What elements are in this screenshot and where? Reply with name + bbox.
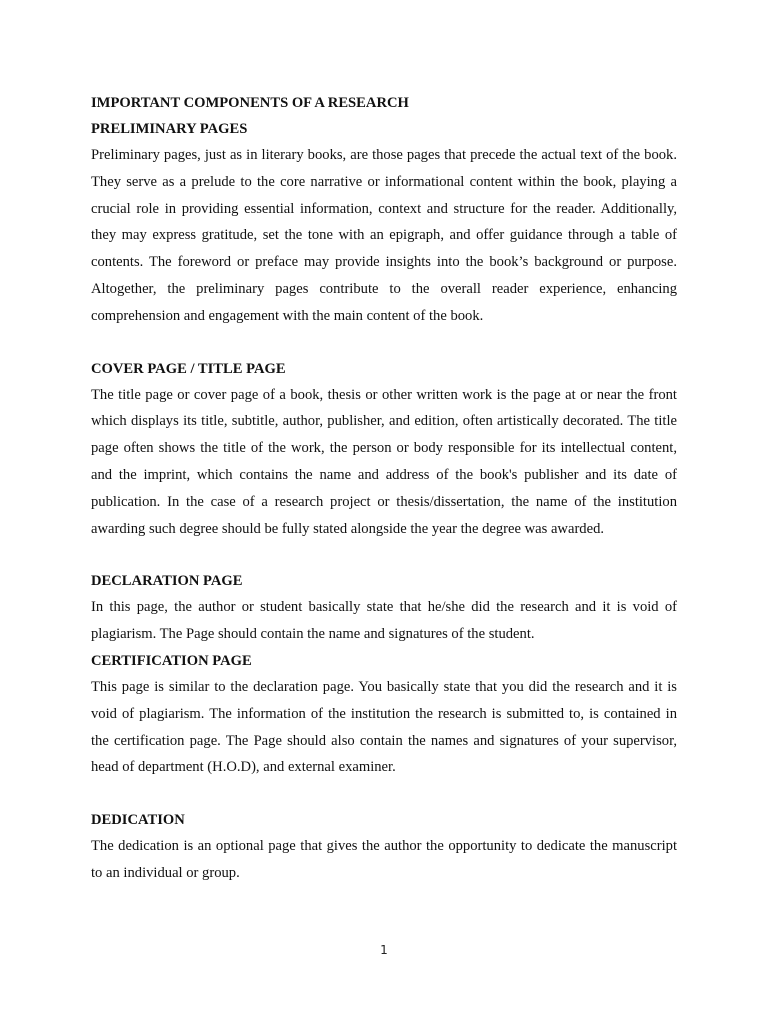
section-body-declaration-page: In this page, the author or student basically state that he/she did the research and it is void of plagiarism. The Page should contain the name and signatures of the student. [91, 599, 677, 643]
section-heading-certification-page: CERTIFICATION PAGE [91, 652, 252, 669]
paragraph-spacer [91, 330, 677, 356]
section-body-cover-page: The title page or cover page of a book, thesis or other written work is the page at or near the front which displays its title, subtitle, author, publisher, and edition, often artistically decorated. The title page often shows the title of the work, the person or body responsible for its intellectual content, and the imprint, which contains the name and address of the book's publisher and its date of publication. In the case of a research project or thesis/dissertation, the name of the institution awarding such degree should be fully stated alongside the year the degree was awarded. [91, 386, 677, 537]
section-heading-cover-page: COVER PAGE / TITLE PAGE [91, 360, 286, 377]
paragraph-spacer [91, 542, 677, 568]
section-body-dedication: The dedication is an optional page that gives the author the opportunity to dedicate the manuscript to an individual or group. [91, 838, 677, 881]
document-content [91, 90, 677, 887]
section-body-certification-page: This page is similar to the declaration page. You basically state that you did the research and it is void of plagiarism. The information of the institution the research is submitted to, is contained in the certification page. The Page should also contain the names and signatures of your supervisor, head of department (H.O.D), and external examiner. [91, 678, 677, 776]
document-title: IMPORTANT COMPONENTS OF A RESEARCH [91, 95, 409, 111]
section-heading-declaration-page: DECLARATION PAGE [91, 573, 243, 590]
section-body-preliminary-pages: Preliminary pages, just as in literary books, are those pages that precede the actual text of the book. They serve as a prelude to the core narrative or informational content within the book, playing a crucial role in providing essential information, context and structure for the reader. Additionally, they may express gratitude, set the tone with an epigraph, and offer guidance through a table of contents. The foreword or preface may provide insights into the book’s background or purpose. Altogether, the preliminary pages contribute to the overall reader experience, enhancing comprehension and engagement with the main content of the book. [91, 147, 677, 324]
section-heading-dedication: DEDICATION [91, 812, 185, 829]
section-heading-preliminary-pages: PRELIMINARY PAGES [91, 121, 248, 137]
page-number: 1 [380, 943, 388, 957]
paragraph-spacer [91, 781, 677, 807]
